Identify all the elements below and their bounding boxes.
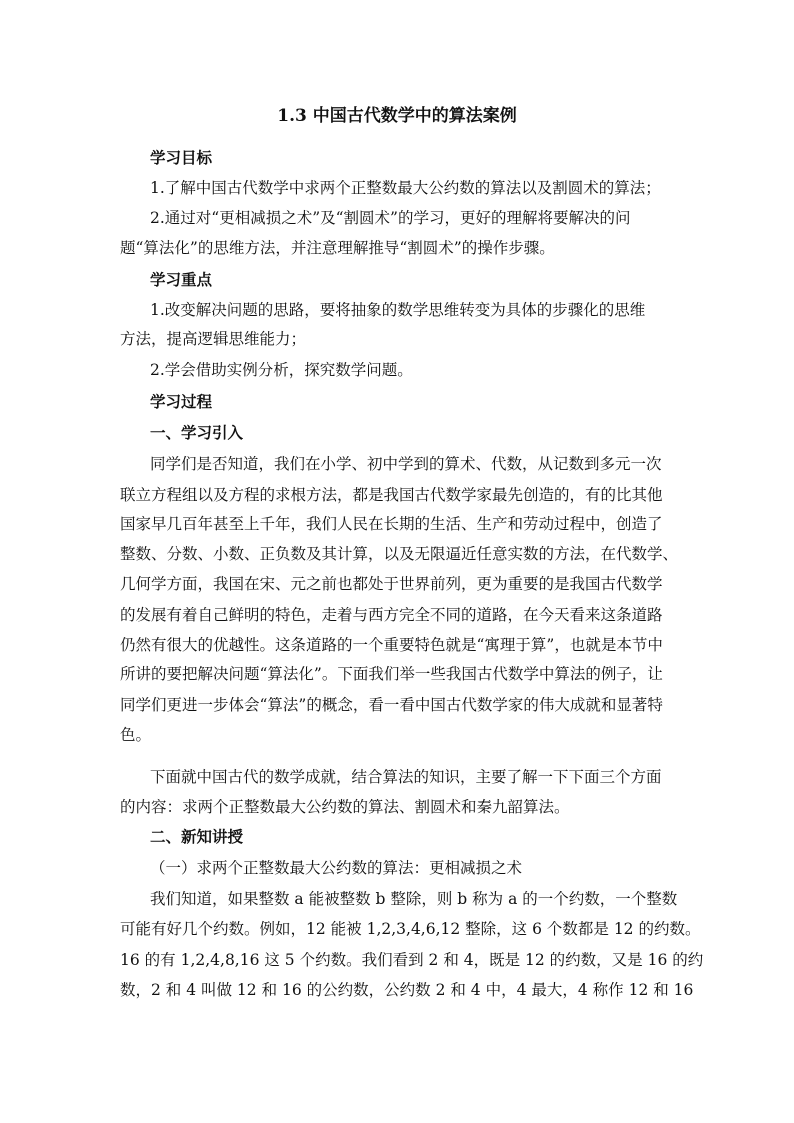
text-line: 所讲的要把解决问题“算法化”。下面我们举一些我国古代数学中算法的例子，让 (120, 665, 663, 683)
text-line: 下面就中国古代的数学成就，结合算法的知识，主要了解一下下面三个方面 (150, 768, 662, 786)
section-heading: 学习过程 (150, 392, 213, 411)
text-line: 1.了解中国古代数学中求两个正整数最大公约数的算法以及割圆术的算法； (150, 179, 661, 197)
section-heading: 二、新知讲授 (150, 827, 244, 846)
text-line: 仍然有很大的优越性。这条道路的一个重要特色就是“寓理于算”，也就是本节中 (120, 636, 663, 654)
text-line: 2.通过对“更相减损之术”及“割圆术”的学习，更好的理解将要解决的问 (150, 209, 631, 227)
document-title: 1.3 中国古代数学中的算法案例 (277, 106, 517, 126)
text-line: 1.改变解决问题的思路，要将抽象的数学思维转变为具体的步骤化的思维 (150, 301, 646, 319)
text-line: 的内容：求两个正整数最大公约数的算法、割圆术和秦九韶算法。 (120, 798, 570, 816)
text-line: 2.学会借助实例分析，探究数学问题。 (150, 361, 413, 379)
text-line: 16 的有 1,2,4,8,16 这 5 个约数。我们看到 2 和 4，既是 12 的约数，又是 16 的约 (120, 951, 704, 969)
text-line: 题“算法化”的思维方法，并注意理解推导“割圆术”的操作步骤。 (120, 239, 555, 257)
text-line: 同学们是否知道，我们在小学、初中学到的算术、代数，从记数到多元一次 (150, 455, 662, 473)
text-line: 国家早几百年甚至上千年，我们人民在长期的生活、生产和劳动过程中，创造了 (120, 515, 663, 533)
text-line: 数，2 和 4 叫做 12 和 16 的公约数，公约数 2 和 4 中，4 最大，4 称作 12 和 16 (120, 981, 694, 999)
text-line: 我们知道，如果整数 a 能被整数 b 整除，则 b 称为 a 的一个约数，一个整数 (150, 890, 678, 908)
text-line: 联立方程组以及方程的求根方法，都是我国古代数学家最先创造的，有的比其他 (120, 486, 663, 504)
text-line: 色。 (120, 726, 152, 744)
text-line: 可能有好几个约数。例如，12 能被 1,2,3,4,6,12 整除，这 6 个数都是 12 的约数。 (120, 920, 701, 938)
text-line: 几何学方面，我国在宋、元之前也都处于世界前列，更为重要的是我国古代数学 (120, 575, 663, 593)
text-line: 的发展有着自己鲜明的特色，走着与西方完全不同的道路，在今天看来这条道路 (120, 606, 663, 624)
section-heading: 学习目标 (150, 148, 213, 167)
section-heading: 学习重点 (150, 270, 213, 289)
text-line: 方法，提高逻辑思维能力； (120, 330, 307, 348)
text-line: 同学们更进一步体会“算法”的概念，看一看中国古代数学家的伟大成就和显著特 (120, 696, 663, 714)
section-heading: 一、学习引入 (150, 423, 244, 442)
text-line: （一）求两个正整数最大公约数的算法：更相减损之术 (150, 859, 523, 877)
text-line: 整数、分数、小数、正负数及其计算，以及无限逼近任意实数的方法，在代数学、 (120, 545, 679, 563)
